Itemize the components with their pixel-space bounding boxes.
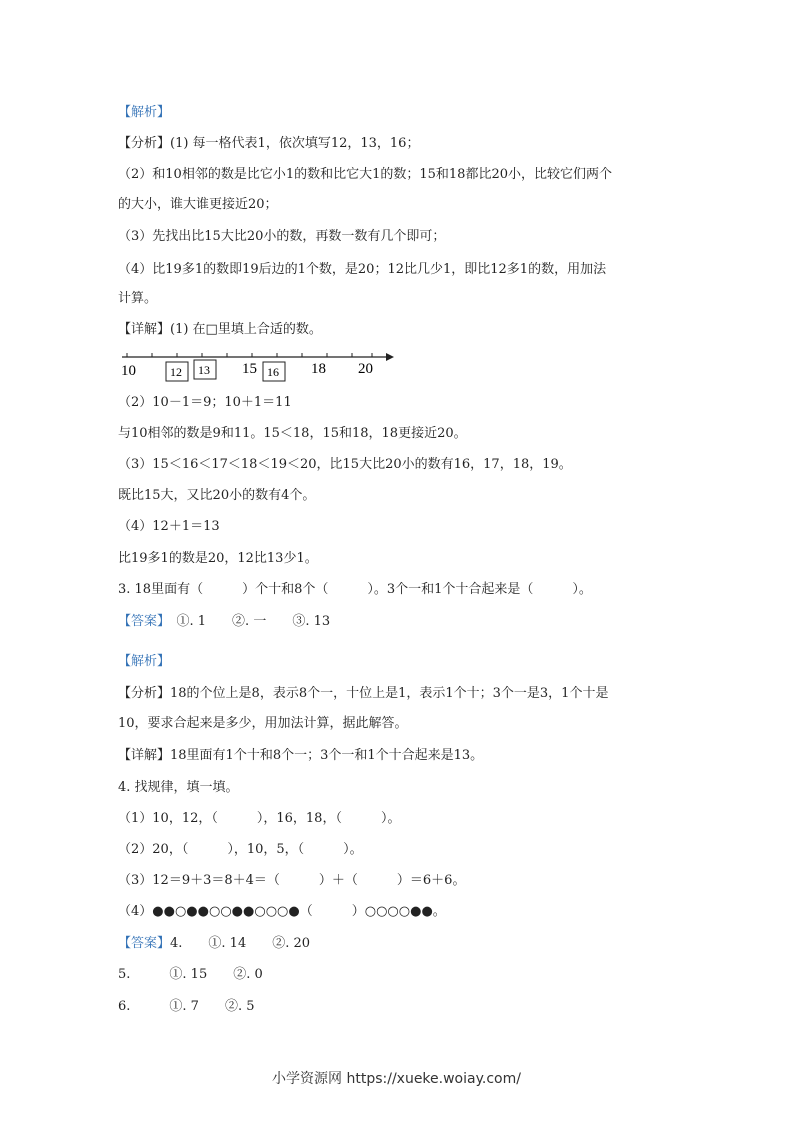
detail-line: 【详解】18里面有1个十和8个一；3个一和1个十合起来是13。 [118, 748, 484, 763]
number-line-label: 18 [311, 361, 326, 377]
answer-row-5: 5. ①. 15 ②. 0 [118, 967, 263, 982]
number-line [118, 346, 398, 386]
answer-box-value: 13 [198, 363, 210, 377]
answer-text: ①. 1 ②. 一 ③. 13 [163, 614, 331, 629]
answer-row-6: 6. ①. 7 ②. 5 [118, 999, 255, 1014]
analysis-tag: 【解析】 [118, 105, 171, 120]
footer-watermark: 小学资源网 https://xueke.woiay.com/ [272, 1071, 521, 1087]
analysis-line: 10，要求合起来是多少，用加法计算，据此解答。 [118, 716, 408, 731]
analysis-line: 【分析】(1) 每一格代表1，依次填写12，13，16； [118, 136, 420, 151]
analysis-line: （3）先找出比15大比20小的数，再数一数有几个即可； [118, 229, 446, 244]
detail-line: （2）10－1＝9；10＋1＝11 [118, 395, 292, 410]
number-line-arrow [386, 353, 394, 361]
analysis-line: 计算。 [118, 291, 158, 306]
analysis-tag: 【解析】 [118, 654, 171, 669]
answer-box-value: 12 [170, 365, 182, 379]
analysis-line: （2）和10相邻的数是比它小1的数和比它大1的数；15和18都比20小，比较它们两个 [118, 167, 612, 182]
number-line-label: 20 [358, 361, 373, 377]
answer-tag: 【答案】 [118, 614, 164, 629]
detail-line: 既比15大，又比20小的数有4个。 [118, 488, 316, 503]
answer-text: 4. ①. 14 ②. 20 [170, 936, 311, 951]
detail-line: 比19多1的数是20，12比13少1。 [118, 551, 318, 566]
detail-line: 【详解】(1) 在□里填上合适的数。 [118, 322, 322, 337]
answer-row-3 [118, 612, 330, 632]
answer-row-4 [118, 934, 310, 954]
question-3: 3. 18里面有（ ）个十和8个（ ）。3个一和1个十合起来是（ ）。 [118, 582, 592, 597]
question-4: 4. 找规律，填一填。 [118, 780, 239, 795]
analysis-line: 的大小，谁大谁更接近20； [118, 197, 278, 212]
number-line-label: 15 [242, 361, 257, 377]
question-4-item: （4）●●○●●○○●●○○○●（ ）○○○○●●。 [118, 904, 446, 919]
detail-line: 与10相邻的数是9和11。15＜18，15和18，18更接近20。 [118, 426, 467, 441]
detail-line: （3）15＜16＜17＜18＜19＜20，比15大比20小的数有16，17，18，19。 [118, 457, 572, 472]
answer-box-value: 16 [267, 365, 279, 379]
analysis-line: 【分析】18的个位上是8，表示8个一，十位上是1，表示1个十；3个一是3，1个十是 [118, 686, 609, 701]
question-4-item: （3）12＝9＋3＝8＋4＝（ ）＋（ ）＝6＋6。 [118, 873, 466, 888]
analysis-line: （4）比19多1的数即19后边的1个数，是20；12比几少1，即比12多1的数，用加法 [118, 262, 607, 277]
detail-line: （4）12＋1＝13 [118, 519, 220, 534]
answer-tag: 【答案】 [118, 936, 171, 951]
question-4-item: （1）10，12，（ ），16，18，（ ）。 [118, 811, 401, 826]
question-4-item: （2）20，（ ），10，5，（ ）。 [118, 842, 363, 857]
number-line-label: 10 [121, 363, 136, 379]
